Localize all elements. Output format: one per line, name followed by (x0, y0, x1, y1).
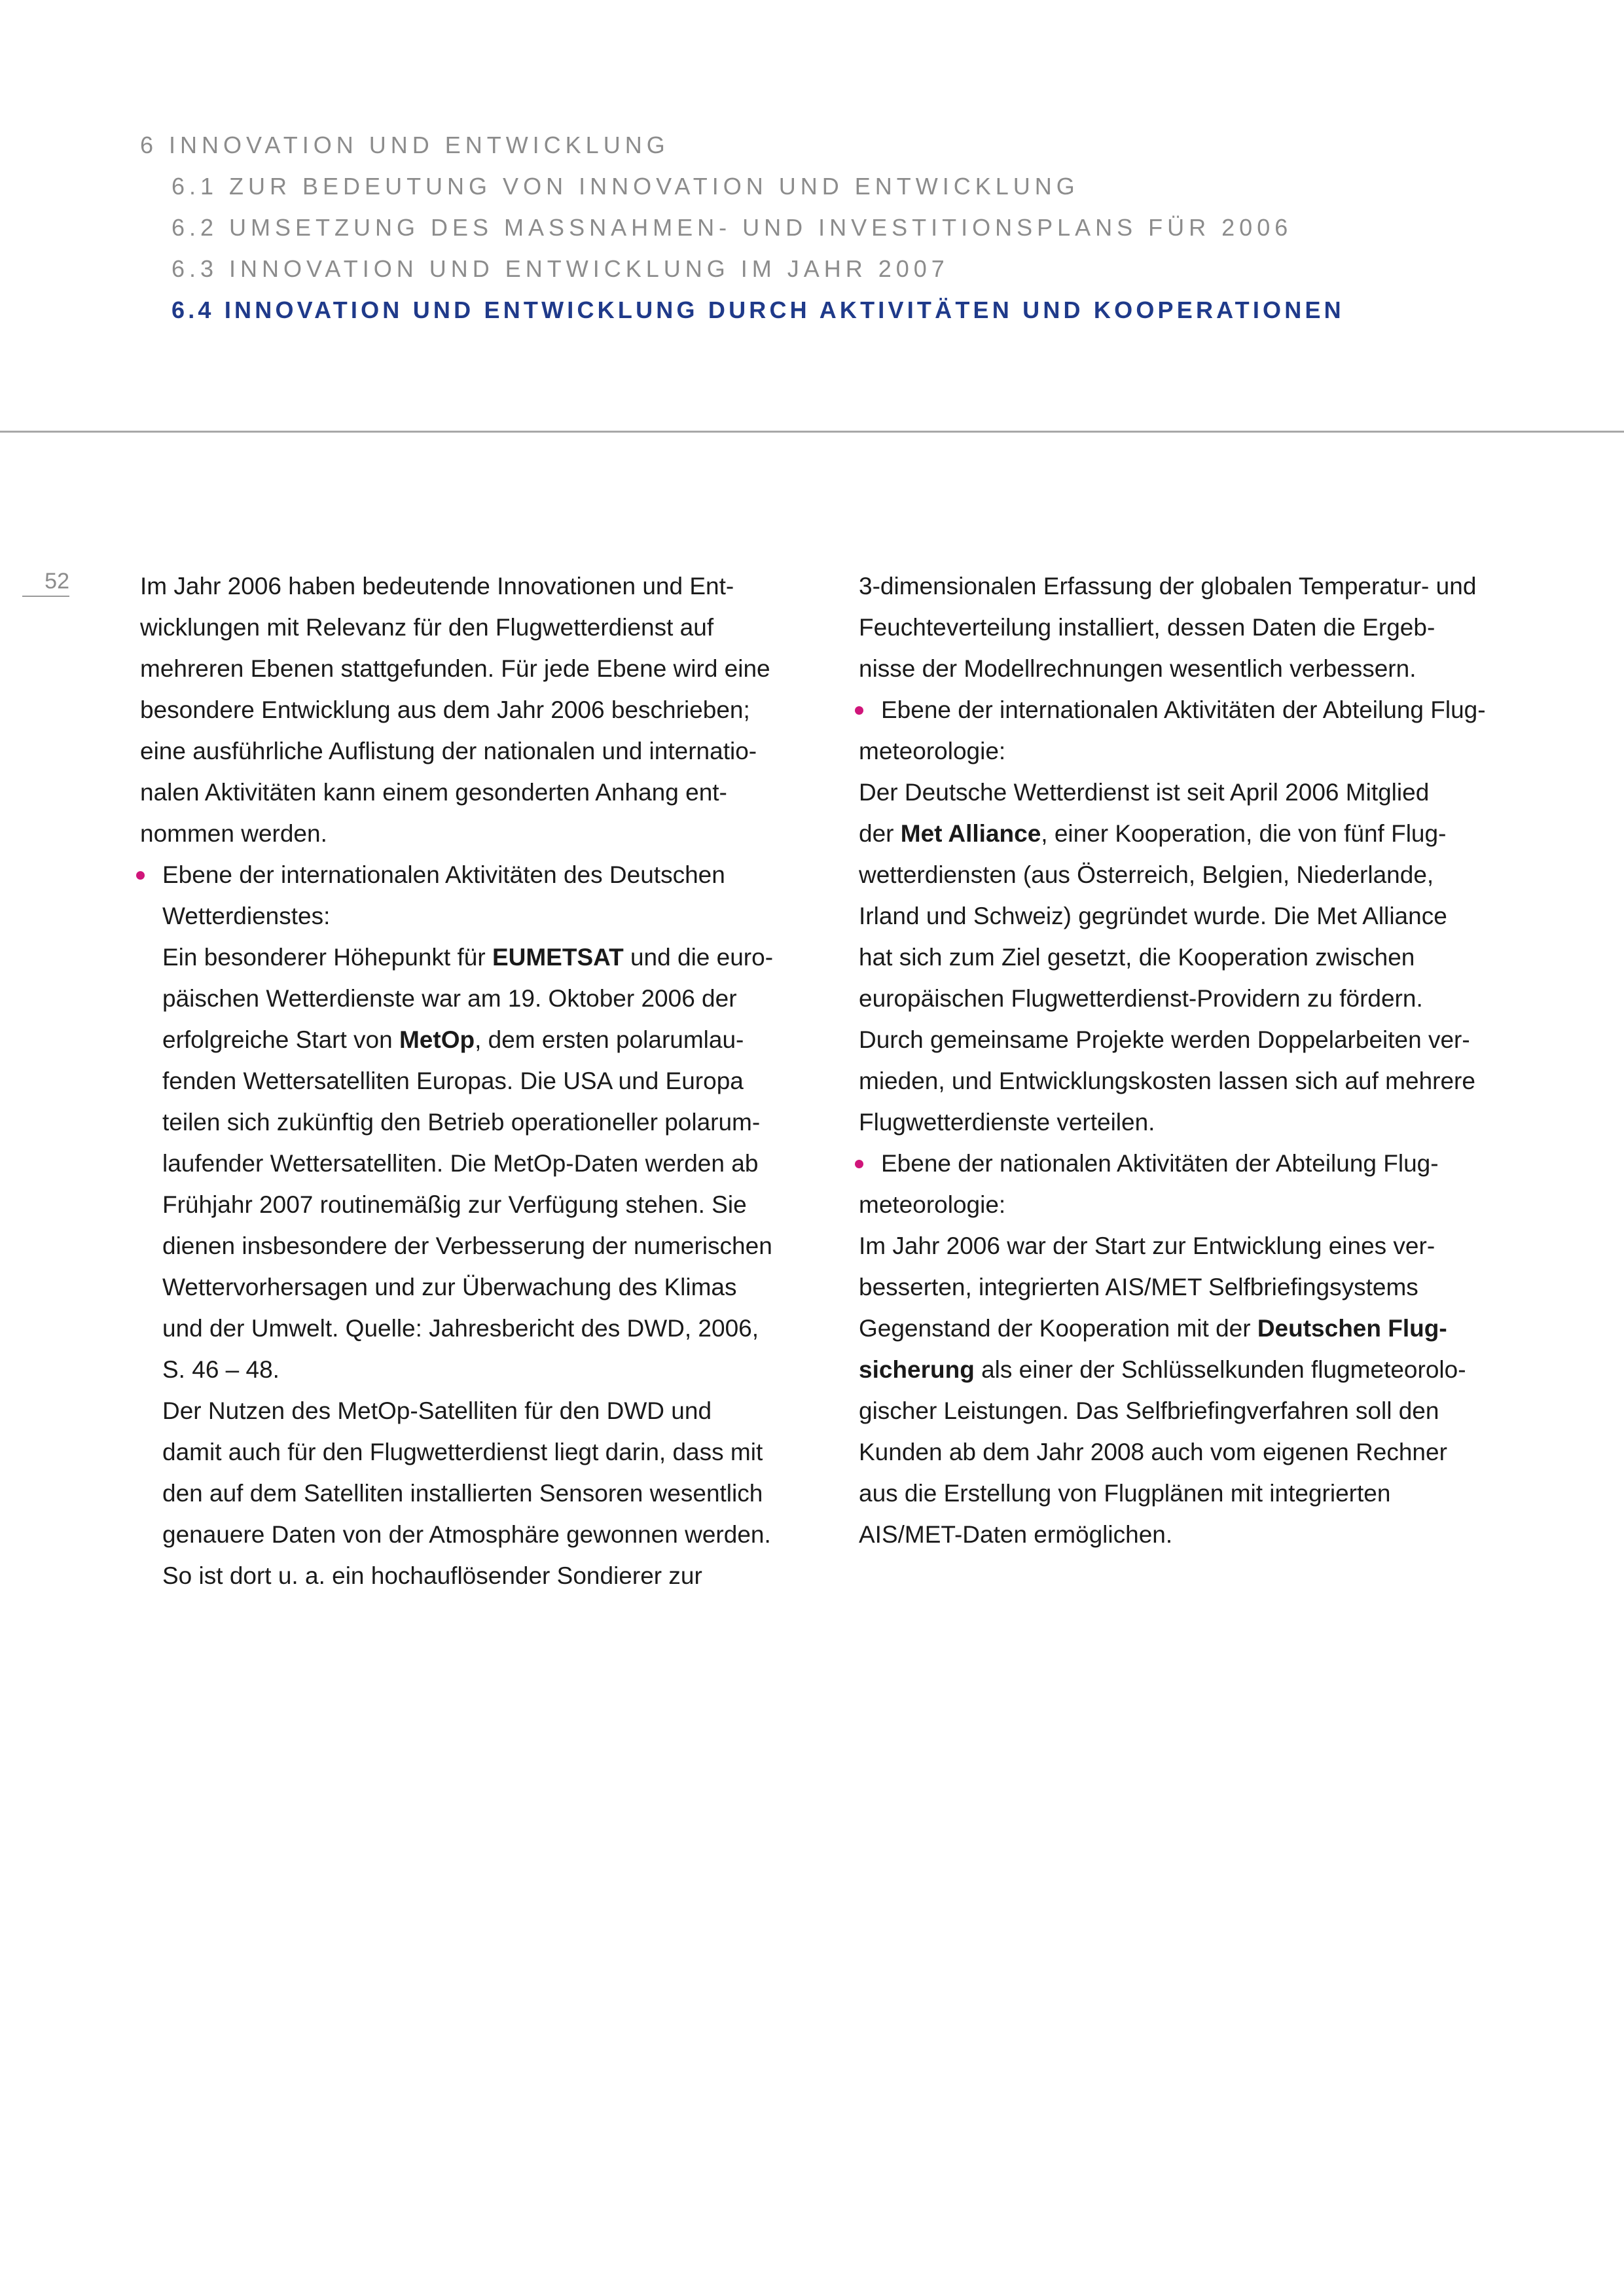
body-line: mieden, und Entwicklungskosten lassen sich auf mehrere (859, 1067, 1475, 1094)
body-line (140, 937, 801, 978)
text-run: erfolgreiche Start von (162, 1026, 399, 1053)
body-line: meteorologie: (859, 1191, 1006, 1218)
body-line: Frühjahr 2007 routinemäßig zur Verfügung stehen. Sie (162, 1191, 747, 1218)
body-line: fenden Wettersatelliten Europas. Die USA und Europa (162, 1067, 744, 1094)
nav-section-6-3[interactable]: 6.3 INNOVATION UND ENTWICKLUNG IM JAHR 2007 (171, 255, 949, 282)
bullet-dot-icon (136, 871, 145, 880)
body-line: besserten, integrierten AIS/MET Selfbriefingsystems (859, 1274, 1418, 1300)
text-column-left (140, 565, 801, 1596)
body-line: Wetterdienstes: (162, 903, 331, 929)
text-column-right (859, 565, 1520, 1555)
body-line: Der Nutzen des MetOp-Satelliten für den DWD und (162, 1397, 712, 1424)
body-line: 3-dimensionalen Erfassung der globalen Temperatur- und (859, 573, 1477, 600)
body-line (859, 1349, 1520, 1390)
text-run: der (859, 820, 901, 847)
body-line: eine ausführliche Auflistung der nationalen und internatio- (140, 738, 757, 764)
body-line: Im Jahr 2006 haben bedeutende Innovationen und Ent- (140, 573, 734, 600)
body-line: europäischen Flugwetterdienst-Providern zu fördern. (859, 985, 1423, 1012)
nav-section-6-4-active[interactable]: 6.4 INNOVATION UND ENTWICKLUNG DURCH AKTIVITÄTEN UND KOOPERATIONEN (171, 296, 1344, 323)
bullet-text: Ebene der nationalen Aktivitäten der Abteilung Flug- (881, 1150, 1439, 1177)
body-line: meteorologie: (859, 738, 1006, 764)
body-line: Wettervorhersagen und zur Überwachung des Klimas (162, 1274, 737, 1300)
body-line: und der Umwelt. Quelle: Jahresbericht des DWD, 2006, (162, 1315, 759, 1342)
chapter-navigation (140, 124, 1580, 331)
body-line: damit auch für den Flugwetterdienst liegt darin, dass mit (162, 1439, 763, 1465)
body-line: wicklungen mit Relevanz für den Flugwetterdienst auf (140, 614, 714, 641)
body-line: Kunden ab dem Jahr 2008 auch vom eigenen Rechner (859, 1439, 1447, 1465)
emphasis-met-alliance: Met Alliance (900, 820, 1041, 847)
text-run: Ein besonderer Höhepunkt für (162, 944, 492, 971)
body-line: nisse der Modellrechnungen wesentlich verbessern. (859, 655, 1416, 682)
body-line: wetterdiensten (aus Österreich, Belgien, Niederlande, (859, 861, 1434, 888)
body-line: Durch gemeinsame Projekte werden Doppelarbeiten ver- (859, 1026, 1470, 1053)
body-line (859, 813, 1520, 854)
body-line: mehreren Ebenen stattgefunden. Für jede Ebene wird eine (140, 655, 770, 682)
bullet-item-national-flugmeteorologie (859, 1143, 1520, 1184)
text-run: , dem ersten polarumlau- (475, 1026, 744, 1053)
body-line: dienen insbesondere der Verbesserung der numerischen (162, 1232, 772, 1259)
bullet-dot-icon (855, 706, 863, 715)
body-line: Der Deutsche Wetterdienst ist seit April 2006 Mitglied (859, 779, 1430, 806)
emphasis-deutsche-flugsicherung: Deutschen Flug- (1257, 1315, 1447, 1342)
bullet-item-international-flugmeteorologie (859, 689, 1520, 730)
emphasis-eumetsat: EUMETSAT (492, 944, 624, 971)
body-line: nommen werden. (140, 820, 327, 847)
text-run: als einer der Schlüsselkunden flugmeteorolo- (974, 1356, 1466, 1383)
nav-section-6-2[interactable]: 6.2 UMSETZUNG DES MASSNAHMEN- UND INVESTITIONSPLANS FÜR 2006 (171, 214, 1293, 241)
page-number: 52 (22, 567, 69, 597)
text-run: und die euro- (623, 944, 774, 971)
body-line: Flugwetterdienste verteilen. (859, 1109, 1155, 1136)
body-line: AIS/MET-Daten ermöglichen. (859, 1521, 1173, 1548)
nav-chapter-6[interactable]: 6 INNOVATION UND ENTWICKLUNG (140, 132, 670, 158)
header-divider (0, 431, 1624, 433)
body-line: päischen Wetterdienste war am 19. Oktober 2006 der (162, 985, 737, 1012)
body-line: besondere Entwicklung aus dem Jahr 2006 beschrieben; (140, 696, 750, 723)
body-line: So ist dort u. a. ein hochauflösender Sondierer zur (162, 1562, 702, 1589)
nav-section-6-1[interactable]: 6.1 ZUR BEDEUTUNG VON INNOVATION UND ENTWICKLUNG (171, 173, 1079, 200)
body-line: genauere Daten von der Atmosphäre gewonnen werden. (162, 1521, 771, 1548)
body-line (859, 1308, 1520, 1349)
body-line: gischer Leistungen. Das Selfbriefingverfahren soll den (859, 1397, 1439, 1424)
emphasis-deutsche-flugsicherung: sicherung (859, 1356, 975, 1383)
body-line: nalen Aktivitäten kann einem gesonderten Anhang ent- (140, 779, 727, 806)
text-run: Gegenstand der Kooperation mit der (859, 1315, 1257, 1342)
body-line (140, 1019, 801, 1060)
body-line: Feuchteverteilung installiert, dessen Daten die Ergeb- (859, 614, 1435, 641)
body-line: laufender Wettersatelliten. Die MetOp-Daten werden ab (162, 1150, 759, 1177)
body-line: Im Jahr 2006 war der Start zur Entwicklung eines ver- (859, 1232, 1435, 1259)
bullet-dot-icon (855, 1160, 863, 1168)
bullet-item-international-dwd (140, 854, 801, 895)
body-line: aus die Erstellung von Flugplänen mit integrierten (859, 1480, 1391, 1507)
body-line: den auf dem Satelliten installierten Sensoren wesentlich (162, 1480, 763, 1507)
body-line: S. 46 – 48. (162, 1356, 280, 1383)
bullet-text: Ebene der internationalen Aktivitäten der Abteilung Flug- (881, 696, 1486, 723)
bullet-text: Ebene der internationalen Aktivitäten des Deutschen (162, 861, 725, 888)
emphasis-metop: MetOp (399, 1026, 475, 1053)
body-line: Irland und Schweiz) gegründet wurde. Die Met Alliance (859, 903, 1447, 929)
body-line: teilen sich zukünftig den Betrieb operationeller polarum- (162, 1109, 761, 1136)
text-run: , einer Kooperation, die von fünf Flug- (1041, 820, 1447, 847)
body-line: hat sich zum Ziel gesetzt, die Kooperation zwischen (859, 944, 1415, 971)
